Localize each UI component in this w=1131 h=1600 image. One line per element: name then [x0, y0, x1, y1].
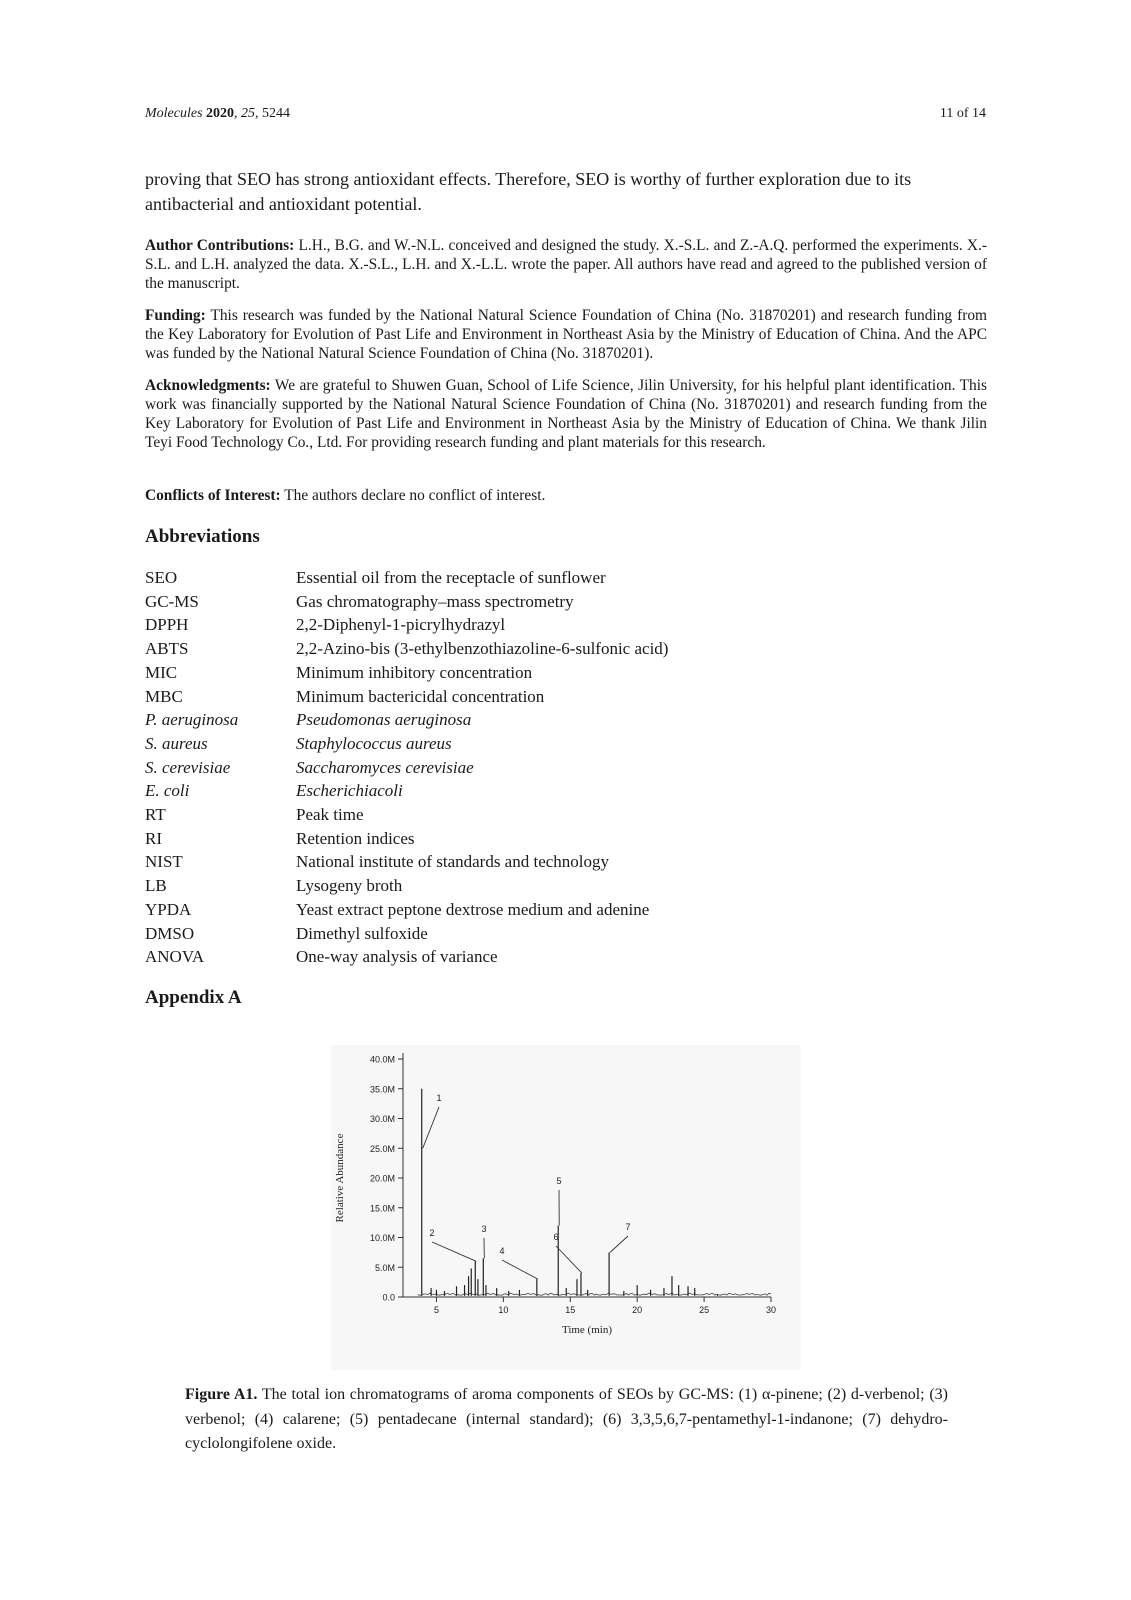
x-tick-label: 30: [765, 1305, 777, 1315]
acknowledgments-text: We are grateful to Shuwen Guan, School of Life Science, Jilin University, for his helpful plant identification. This work was financially supported by the National Natural Science Foundation of China (No. 31870201) and research funding from the Key Laboratory for Evolution of Past Life and Environment in Northeast Asia by the Ministry of Education of China. We thank Jilin Teyi Food Technology Co., Ltd. For providing research funding and plant materials for this research.: [145, 377, 987, 451]
y-tick-label: 10.0M: [369, 1233, 395, 1243]
abbreviation-term: LB: [145, 876, 167, 896]
y-tick-label: 40.0M: [369, 1054, 395, 1065]
abbreviation-term: RI: [145, 828, 162, 848]
abbreviation-definition: Pseudomonas aeruginosa: [296, 710, 472, 730]
abbreviation-definition: Escherichiacoli: [296, 781, 403, 801]
abbreviation-term: ANOVA: [145, 947, 205, 967]
abbreviation-row: [145, 779, 845, 803]
abbreviation-row: [145, 613, 845, 637]
acknowledgments-label: Acknowledgments:: [145, 377, 271, 394]
page-number: 11 of 14: [939, 106, 986, 121]
abbreviation-definition: Gas chromatography–mass spectrometry: [296, 591, 574, 611]
abbreviation-definition: Lysogeny broth: [296, 876, 403, 896]
abbreviation-definition: Yeast extract peptone dextrose medium and adenine: [296, 899, 650, 919]
abbreviation-row: [145, 803, 845, 827]
abbreviation-term: S. aureus: [145, 733, 208, 753]
abbreviation-term: S. cerevisiae: [145, 757, 231, 777]
abbreviation-term: MBC: [145, 686, 183, 706]
author-contributions-text: L.H., B.G. and W.-N.L. conceived and designed the study. X.-S.L. and Z.-A.Q. performed the experiments. X.-S.L. and L.H. analyzed the data. X.-S.L., L.H. and X.-L.L. wrote the paper. All authors have read and agreed to the published version of the manuscript.: [145, 237, 987, 292]
abbreviation-row: [145, 708, 845, 732]
x-tick-label: 20: [632, 1305, 643, 1315]
peak-label: 4: [499, 1246, 505, 1256]
abbreviation-row: [145, 661, 845, 685]
figure-caption-label: Figure A1.: [185, 1386, 258, 1403]
figure-a1: [331, 1045, 801, 1370]
abbreviation-term: DMSO: [145, 923, 195, 943]
abbreviation-definition: 2,2-Diphenyl-1-picrylhydrazyl: [296, 615, 506, 635]
y-tick-label: 30.0M: [369, 1114, 395, 1124]
running-header: [145, 106, 986, 122]
figure-caption: [185, 1383, 948, 1457]
abbreviation-row: [145, 874, 845, 898]
y-tick-label: 15.0M: [369, 1203, 395, 1214]
abbreviation-term: ABTS: [145, 639, 189, 659]
abbreviation-term: MIC: [145, 662, 178, 682]
peak-label: 7: [625, 1222, 631, 1232]
funding-text: This research was funded by the National Natural Science Foundation of China (No. 31870201) and research funding from the Key Laboratory for Evolution of Past Life and Environment in Northeast Asia by the Ministry of Education of China. And the APC was funded by the National Natural Science Foundation of China (No. 31870201).: [145, 307, 987, 362]
lead-paragraph: proving that SEO has strong antioxidant effects. Therefore, SEO is worthy of further exploration due to its antibacterial and antioxidant potential.: [145, 169, 912, 214]
peak-label: 3: [481, 1224, 487, 1234]
x-tick-label: 15: [565, 1305, 576, 1315]
abbreviation-definition: Retention indices: [296, 828, 415, 848]
journal-volume: 25: [241, 106, 256, 121]
abbreviation-definition: National institute of standards and technology: [296, 852, 610, 872]
x-tick-label: 25: [699, 1305, 710, 1315]
peak-label: 6: [553, 1232, 559, 1242]
abbreviation-term: P. aeruginosa: [145, 710, 239, 730]
peak-label: 2: [429, 1228, 435, 1238]
abbreviation-row: [145, 590, 845, 614]
abbreviation-row: [145, 850, 845, 874]
y-tick-label: 25.0M: [369, 1143, 395, 1154]
appendix-heading: Appendix A: [145, 987, 242, 1008]
abbreviations-heading: Abbreviations: [145, 526, 260, 547]
x-axis-label: Time (min): [561, 1324, 613, 1336]
abbreviation-row: [145, 685, 845, 709]
abbreviation-term: E. coli: [145, 781, 190, 801]
conflicts-text: The authors declare no conflict of interest.: [284, 487, 546, 504]
abbreviation-row: [145, 898, 845, 922]
abbreviation-term: GC-MS: [145, 591, 199, 611]
abbreviation-term: NIST: [145, 852, 183, 872]
conflicts-label: Conflicts of Interest:: [145, 487, 281, 504]
x-tick-label: 10: [498, 1305, 509, 1315]
journal-citation: Molecules 2020, 25, 5244: [145, 106, 291, 121]
abbreviation-term: DPPH: [145, 615, 189, 635]
peak-label: 5: [556, 1176, 562, 1186]
abbreviation-row: [145, 945, 845, 969]
abbreviation-row: [145, 922, 845, 946]
x-tick-label: 5: [433, 1305, 439, 1315]
abbreviation-definition: One-way analysis of variance: [296, 947, 498, 967]
author-contributions: [145, 236, 987, 293]
abbreviation-row: [145, 732, 845, 756]
figure-caption-text: The total ion chromatograms of aroma components of SEOs by GC-MS: (1) α-pinene; (2) d-verbenol; (3) verbenol; (4) calarene; (5) pentadecane (internal standard); (6) 3,3,5,6,7-pentamethyl-1-indanone; (7) dehydro-cyclolongifolene oxide.: [185, 1386, 949, 1452]
author-contributions-label: Author Contributions:: [145, 237, 295, 254]
abbreviation-definition: Dimethyl sulfoxide: [296, 923, 428, 943]
abbreviation-definition: Minimum bactericidal concentration: [296, 686, 545, 706]
y-tick-label: 20.0M: [369, 1173, 395, 1184]
y-axis-label: Relative Abundance: [334, 1133, 346, 1223]
chromatogram-chart: [331, 1045, 801, 1370]
funding-label: Funding:: [145, 307, 206, 324]
abbreviations-table: [145, 566, 845, 969]
abbreviation-term: RT: [145, 805, 166, 825]
acknowledgments: [145, 376, 987, 452]
conflicts-of-interest: [145, 486, 987, 505]
abbreviation-row: [145, 566, 845, 590]
abbreviation-definition: Minimum inhibitory concentration: [296, 662, 533, 682]
abbreviation-definition: Saccharomyces cerevisiae: [296, 757, 474, 777]
funding: [145, 306, 987, 363]
y-tick-label: 0.0: [382, 1292, 395, 1303]
abbreviation-row: [145, 756, 845, 780]
peak-label: 1: [436, 1093, 442, 1103]
y-tick-label: 35.0M: [369, 1084, 395, 1095]
abbreviation-term: SEO: [145, 568, 178, 587]
journal-name: Molecules: [145, 106, 203, 121]
abbreviation-row: [145, 637, 845, 661]
y-tick-label: 5.0M: [374, 1262, 395, 1273]
abbreviation-definition: Essential oil from the receptacle of sunflower: [296, 568, 606, 587]
article-number: 5244: [262, 106, 291, 121]
abbreviation-row: [145, 827, 845, 851]
abbreviation-term: YPDA: [145, 899, 192, 919]
abbreviation-definition: Staphylococcus aureus: [296, 733, 452, 753]
abbreviation-definition: Peak time: [296, 805, 364, 825]
abbreviation-definition: 2,2-Azino-bis (3-ethylbenzothiazoline-6-sulfonic acid): [296, 639, 669, 659]
journal-year: 2020: [206, 106, 235, 121]
